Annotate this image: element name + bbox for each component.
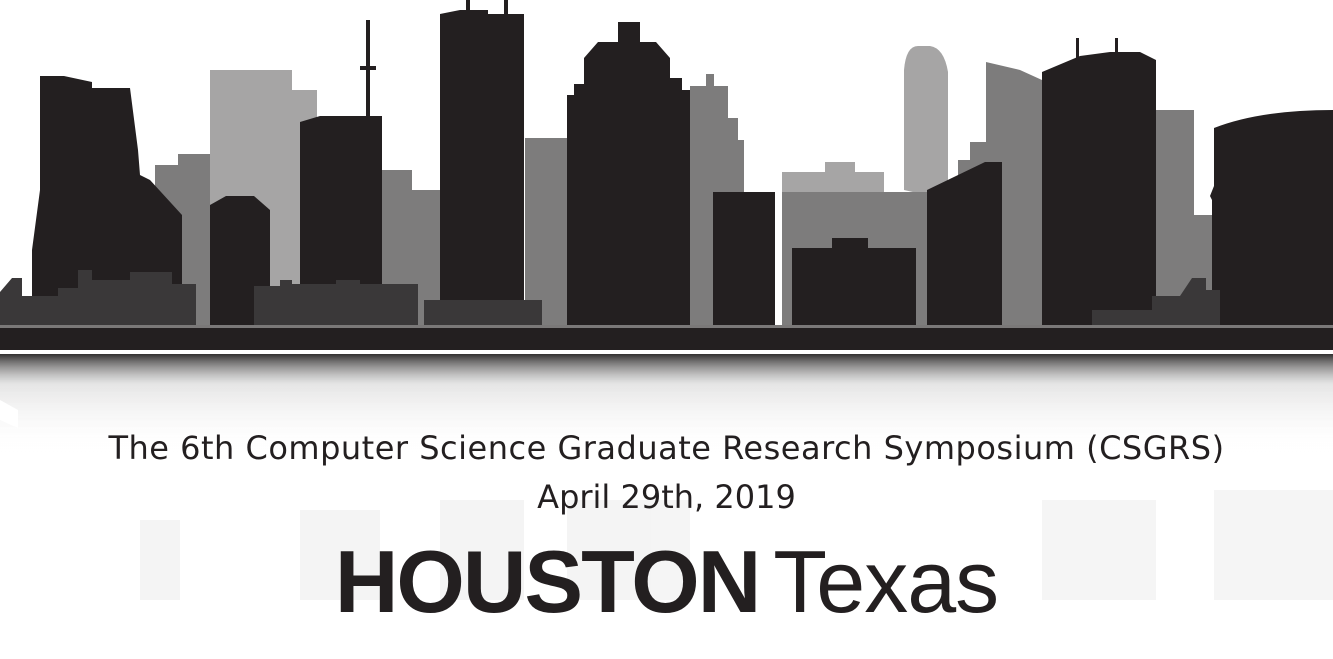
symposium-date: April 29th, 2019: [537, 478, 796, 516]
ground-band: [0, 328, 1333, 350]
symposium-info: [0, 424, 1333, 522]
state-name: Texas: [773, 532, 999, 631]
location-heading: [0, 532, 1333, 658]
symposium-title: The 6th Computer Science Graduate Research Symposium (CSGRS): [108, 429, 1225, 467]
city-name: HOUSTON: [334, 532, 760, 631]
ground-separator: [0, 350, 1333, 354]
ground-line: [0, 325, 1333, 328]
